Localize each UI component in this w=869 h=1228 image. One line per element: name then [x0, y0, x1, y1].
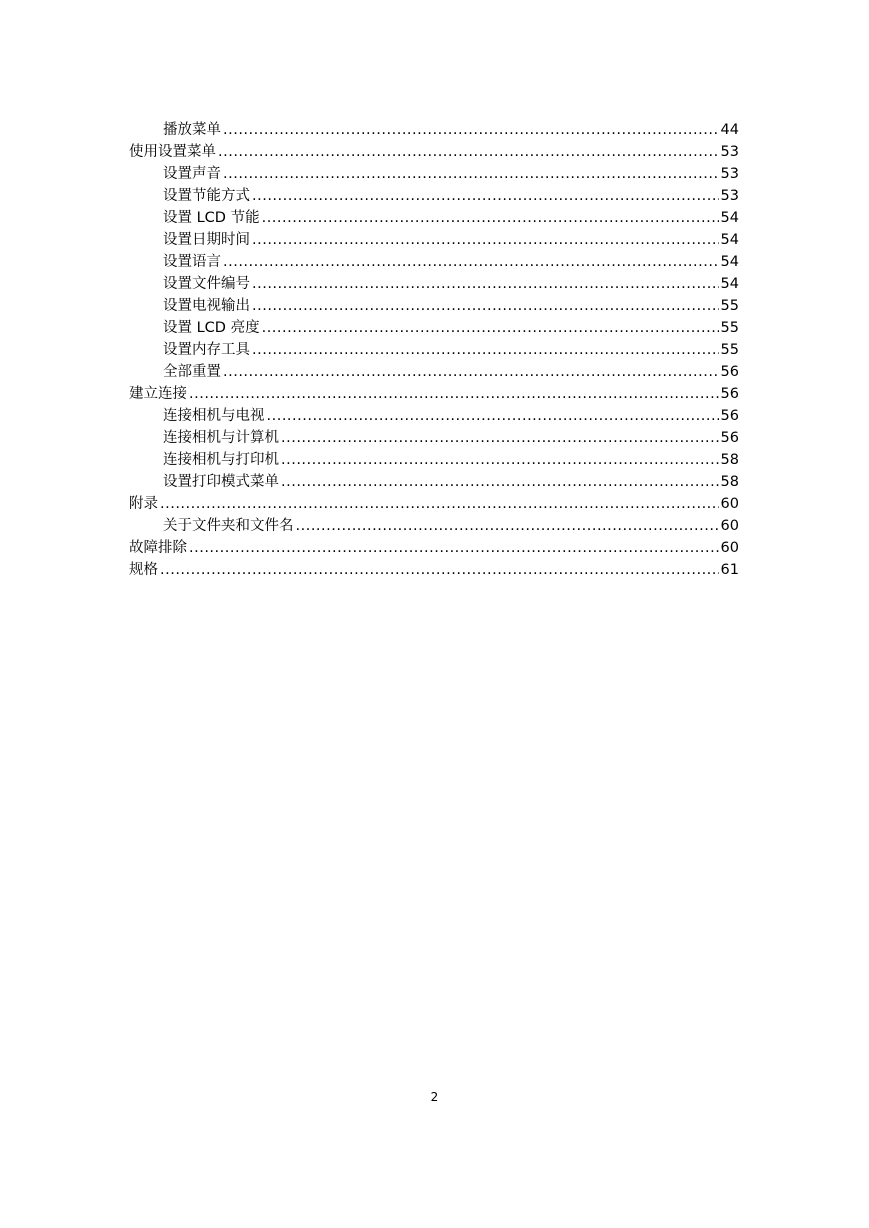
toc-entry[interactable] — [129, 184, 739, 206]
toc-entry-page: 56 — [720, 364, 739, 380]
toc-entry[interactable] — [129, 404, 739, 426]
toc-entry-page: 61 — [720, 562, 739, 578]
toc-entry-page: 60 — [720, 540, 739, 556]
toc-entry-title: 全部重置 — [163, 364, 221, 380]
toc-dot-leader — [189, 538, 719, 558]
toc-entry-title: 设置文件编号 — [163, 276, 250, 292]
toc-entry-page: 54 — [720, 276, 739, 292]
toc-entry[interactable] — [129, 338, 739, 360]
toc-entry[interactable] — [129, 140, 739, 162]
toc-entry-title: 故障排除 — [129, 540, 187, 556]
toc-entry-title: 设置内存工具 — [163, 342, 250, 358]
toc-entry-title: 设置日期时间 — [163, 232, 250, 248]
toc-entry-title: 设置打印模式菜单 — [163, 474, 279, 490]
toc-entry[interactable] — [129, 118, 739, 140]
toc-entry-title: 设置节能方式 — [163, 188, 250, 204]
toc-entry-page: 53 — [720, 166, 739, 182]
toc-dot-leader — [218, 142, 719, 162]
toc-dot-leader — [267, 406, 719, 426]
toc-entry[interactable] — [129, 470, 739, 492]
toc-entry-title: 设置声音 — [163, 166, 221, 182]
toc-entry-title: 连接相机与计算机 — [163, 430, 279, 446]
toc-entry[interactable] — [129, 316, 739, 338]
toc-entry[interactable] — [129, 294, 739, 316]
toc-dot-leader — [223, 120, 719, 140]
toc-entry[interactable] — [129, 162, 739, 184]
toc-entry[interactable] — [129, 536, 739, 558]
toc-dot-leader — [262, 208, 719, 228]
toc-entry-title: 设置语言 — [163, 254, 221, 270]
toc-dot-leader — [223, 164, 719, 184]
toc-entry-page: 60 — [720, 518, 739, 534]
toc-entry-page: 54 — [720, 210, 739, 226]
toc-entry-page: 53 — [720, 188, 739, 204]
table-of-contents — [129, 118, 739, 580]
toc-entry-page: 54 — [720, 254, 739, 270]
toc-dot-leader — [252, 186, 719, 206]
toc-entry-page: 53 — [720, 144, 739, 160]
toc-entry-page: 58 — [720, 452, 739, 468]
toc-entry[interactable] — [129, 448, 739, 470]
toc-dot-leader — [223, 362, 719, 382]
toc-entry-title: 附录 — [129, 496, 158, 512]
toc-dot-leader — [281, 450, 719, 470]
toc-dot-leader — [252, 340, 719, 360]
toc-dot-leader — [296, 516, 719, 536]
toc-dot-leader — [252, 296, 719, 316]
toc-entry[interactable] — [129, 250, 739, 272]
toc-entry-title: 关于文件夹和文件名 — [163, 518, 294, 534]
toc-entry[interactable] — [129, 228, 739, 250]
toc-entry-page: 54 — [720, 232, 739, 248]
toc-dot-leader — [189, 384, 719, 404]
toc-entry-page: 55 — [720, 298, 739, 314]
toc-dot-leader — [281, 428, 719, 448]
toc-dot-leader — [223, 252, 719, 272]
toc-entry[interactable] — [129, 514, 739, 536]
toc-entry-page: 58 — [720, 474, 739, 490]
toc-entry[interactable] — [129, 360, 739, 382]
toc-dot-leader — [281, 472, 719, 492]
toc-dot-leader — [160, 494, 719, 514]
toc-entry-page: 56 — [720, 430, 739, 446]
toc-entry-page: 56 — [720, 408, 739, 424]
toc-entry-title: 连接相机与电视 — [163, 408, 265, 424]
toc-entry[interactable] — [129, 382, 739, 404]
toc-dot-leader — [160, 560, 719, 580]
toc-entry-title: 设置 LCD 亮度 — [163, 320, 260, 336]
toc-entry-title: 规格 — [129, 562, 158, 578]
toc-entry-title: 播放菜单 — [163, 122, 221, 138]
toc-entry-title: 设置 LCD 节能 — [163, 210, 260, 226]
toc-entry-title: 使用设置菜单 — [129, 144, 216, 160]
toc-entry-title: 连接相机与打印机 — [163, 452, 279, 468]
toc-entry[interactable] — [129, 206, 739, 228]
toc-dot-leader — [252, 230, 719, 250]
toc-dot-leader — [252, 274, 719, 294]
toc-entry[interactable] — [129, 492, 739, 514]
toc-entry[interactable] — [129, 426, 739, 448]
toc-dot-leader — [262, 318, 719, 338]
page-number: 2 — [430, 1090, 439, 1104]
toc-entry-page: 55 — [720, 342, 739, 358]
toc-entry-page: 60 — [720, 496, 739, 512]
toc-entry-page: 55 — [720, 320, 739, 336]
toc-entry-page: 56 — [720, 386, 739, 402]
toc-entry-page: 44 — [720, 122, 739, 138]
toc-entry-title: 建立连接 — [129, 386, 187, 402]
toc-entry[interactable] — [129, 272, 739, 294]
toc-entry-title: 设置电视输出 — [163, 298, 250, 314]
toc-entry[interactable] — [129, 558, 739, 580]
